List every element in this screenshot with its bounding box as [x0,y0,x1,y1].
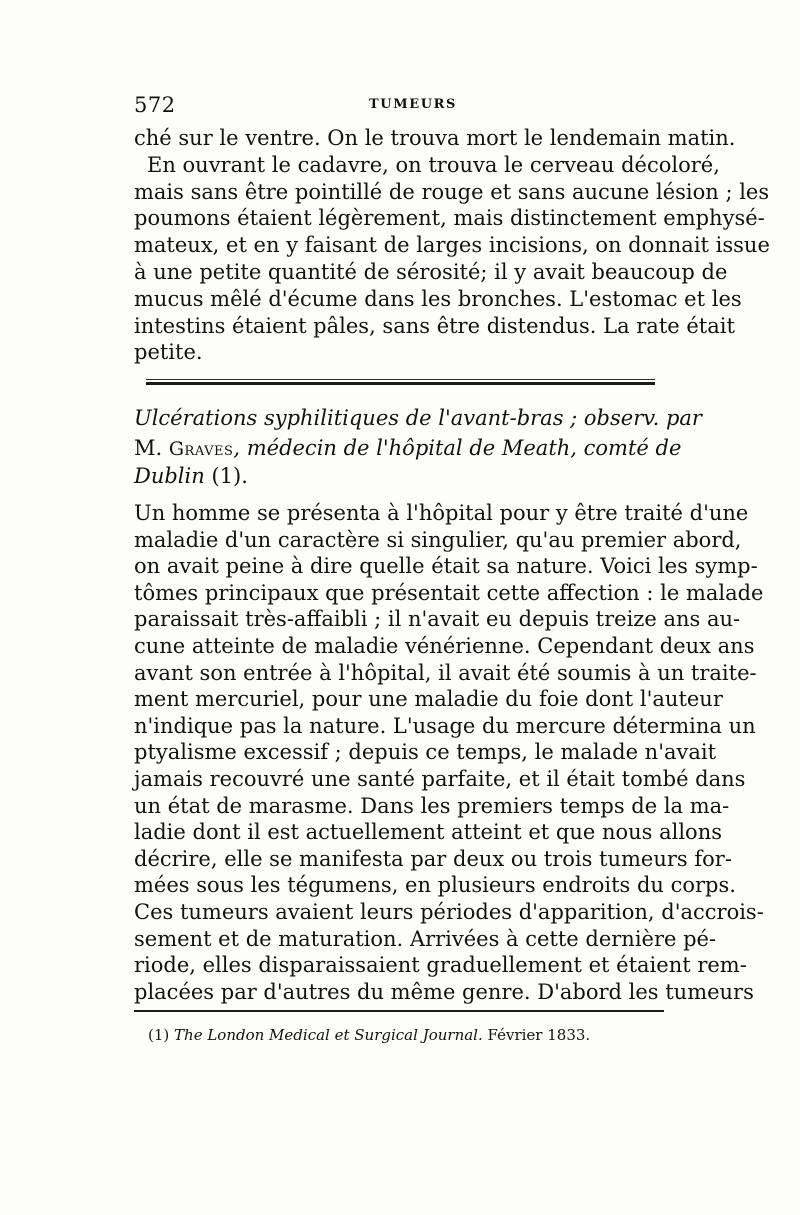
paragraph-2-line-7: avant son entrée à l'hôpital, il avait été soumis à un traite- [134,660,757,685]
paragraph-2-line-3: on avait peine à dire quelle était sa nature. Voici les symp- [134,554,758,579]
paragraph-2-line-8: ment mercuriel, pour une maladie du foie dont l'auteur [134,687,723,712]
paragraph-1-line-3: mais sans être pointillé de rouge et sans aucune lésion ; les [134,179,770,204]
paragraph-1-line-2: En ouvrant le cadavre, on trouva le cerveau décoloré, [147,152,720,177]
paragraph-2-line-17: sement et de maturation. Arrivées à cette dernière pé- [134,926,717,951]
article-title-line-1: Ulcérations syphilitiques de l'avant-bras ; observ. par [134,406,702,430]
paragraph-2-line-18: riode, elles disparaissaient graduellement et étaient rem- [134,953,747,978]
paragraph-1-line-7: mucus mêlé d'écume dans les bronches. L'estomac et les [134,286,742,311]
paragraph-2-line-5: paraissait très-affaibli ; il n'avait eu depuis treize ans au- [134,607,741,632]
paragraph-2-line-13: ladie dont il est actuellement atteint et que nous allons [134,820,722,845]
author-name: Graves [168,438,234,460]
paragraph-2-line-16: Ces tumeurs avaient leurs périodes d'apparition, d'accrois- [134,900,764,924]
paragraph-2-line-6: cune atteinte de maladie vénérienne. Cependant deux ans [134,634,755,658]
page-number: 572 [134,93,176,117]
author-prefix: M. [134,436,163,460]
author-city: Dublin [134,464,205,488]
section-rule-top [146,379,655,380]
footnote-journal: The London Medical et Surgical Journal. [174,1026,483,1044]
paragraph-2-line-4: tômes principaux que présentait cette affection : le malade [134,580,764,605]
paragraph-2-line-9: n'indique pas la nature. L'usage du mercure détermina un [134,713,756,738]
page-header [134,93,664,121]
paragraph-1-line-5: mateux, et en y faisant de larges incisions, on donnait issue [134,233,770,258]
running-head: TUMEURS [369,97,458,112]
footnote [148,1024,658,1046]
paragraph-2-line-14: décrire, elle se manifesta par deux ou trois tumeurs for- [134,846,732,871]
paragraph-1-line-8: intestins étaient pâles, sans être distendus. La rate était [134,313,735,338]
paragraph-1-line-1: ché sur le ventre. On le trouva mort le lendemain matin. [134,126,736,150]
author-affiliation: , médecin de l'hôpital de Meath, comté de [233,436,682,460]
footnote-number: (1) [148,1026,170,1044]
paragraph-1-line-6: à une petite quantité de sérosité; il y avait beaucoup de [134,260,728,284]
paragraph-2-line-15: mées sous les tégumens, en plusieurs endroits du corps. [134,873,736,898]
footnote-rule [134,1010,664,1012]
paragraph-2-line-19: placées par d'autres du même genre. D'abord les tumeurs [134,979,754,1004]
footnote-date: Février 1833. [487,1026,591,1044]
paragraph-2-line-11: jamais recouvré une santé parfaite, et il était tombé dans [134,767,746,791]
paragraph-1-line-9: petite. [134,340,203,365]
paragraph-2-line-2: maladie d'un caractère si singulier, qu'au premier abord, [134,527,742,552]
article-title-line-3 [134,461,664,491]
section-rule-bottom [146,382,655,385]
footnote-reference: (1). [211,464,248,488]
paragraph-2-line-1: Un homme se présenta à l'hôpital pour y être traité d'une [134,501,749,525]
paragraph-2-line-12: un état de marasme. Dans les premiers temps de la ma- [134,793,730,818]
paragraph-1-line-4: poumons étaient légèrement, mais distinctement emphysé- [134,206,765,231]
article-title-line-2 [134,433,682,464]
paragraph-2-line-10: ptyalisme excessif ; depuis ce temps, le malade n'avait [134,740,717,765]
